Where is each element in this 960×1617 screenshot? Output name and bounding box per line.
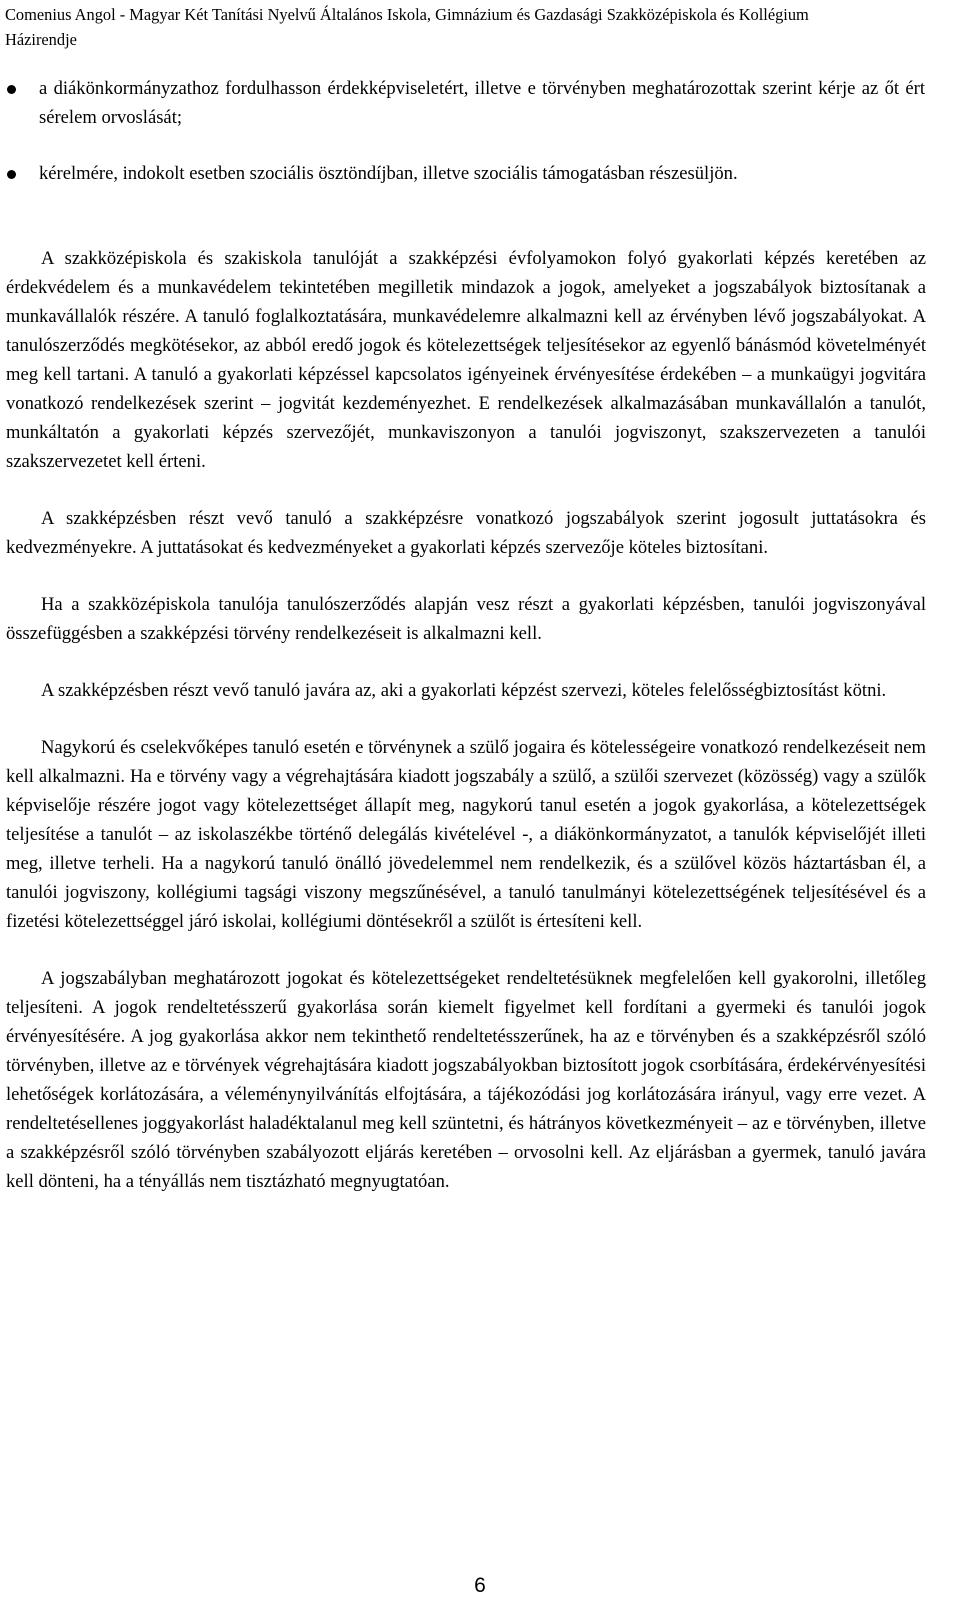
paragraph-benefits: A szakképzésben részt vevő tanuló a szakképzésre vonatkozó jogszabályok szerint jogosult juttatásokra és kedvezményekre. A juttatásokat és kedvezményeket a gyakorlati képzés szervezője köteles biztosítani. — [6, 508, 926, 558]
bullet-text: kérelmére, indokolt esetben szociális ösztöndíjban, illetve szociális támogatásban részesüljön. — [39, 163, 738, 184]
paragraph-adult-students: Nagykorú és cselekvőképes tanuló esetén e törvénynek a szülő jogaira és kötelességeire vonatkozó rendelkezéseit nem kell alkalmazni. Ha e törvény vagy a végrehajtására kiadott jogszabály a szülő, a szülői szervezet (közösség) vagy a szülők képviselője részére jogot vagy kötelezettséget állapít meg, nagykorú tanul esetén a jogok gyakorlása, a kötelezettségek teljesítése a tanulót – az iskolaszékbe történő delegálás kivételével -, a diákönkormányzatot, a tanulók képviselőjét illeti meg, illetve terheli. Ha a nagykorú tanuló önálló jövedelemmel nem rendelkezik, és a szülővel közös háztartásban él, a tanulói jogviszony, kollégiumi tagsági viszony megszűnésével, a tanuló tanulmányi kötelezettségének teljesítésével és a fizetési kötelezettséggel járó iskolai, kollégiumi döntésekről a szülőt is értesíteni kell. — [6, 737, 926, 932]
paragraph-liability-insurance: A szakképzésben részt vevő tanuló javára az, aki a gyakorlati képzést szervezi, köteles felelősségbiztosítást kötni. — [41, 680, 887, 701]
paragraph-apprenticeship-contract: Ha a szakközépiskola tanulója tanulószerződés alapján vesz részt a gyakorlati képzésben, tanulói jogviszonyával összefüggésben a szakképzési törvény rendelkezéseit is alkalmazni kell. — [6, 594, 926, 644]
header-document-title: Házirendje — [5, 30, 77, 49]
bullet-list — [0, 74, 960, 188]
paragraph-exercise-of-rights: A jogszabályban meghatározott jogokat és kötelezettségeket rendeltetésüknek megfelelően kell gyakorolni, illetőleg teljesíteni. A jogok rendeltetésszerű gyakorlása során kiemelt figyelmet kell fordítani a gyermeki és tanulói jogok érvényesítésére. A jog gyakorlása akkor nem tekinthető rendeltetésszerűnek, ha az e törvényben és a szakképzésről szóló törvényben, illetve az e törvények végrehajtására kiadott jogszabályokban biztosított jogok csorbítására, érdekérvényesítési lehetőségek korlátozására, a véleménynyilvánítás elfojtására, a tájékozódási jog korlátozására irányul, vagy erre vezet. A rendeltetésellenes joggyakorlást haladéktalanul meg kell szüntetni, és hátrányos következményeit – az e törvényben, illetve a szakképzésről szóló törvényben szabályozott eljárás keretében – orvosolni kell. Az eljárásban a gyermek, tanuló javára kell dönteni, ha a tényállás nem tisztázható megnyugtatóan. — [6, 968, 926, 1192]
bullet-item — [0, 159, 925, 188]
bullet-icon — [7, 85, 16, 94]
page-number: 6 — [474, 1574, 486, 1597]
bullet-item — [0, 74, 925, 132]
running-header — [5, 2, 955, 52]
bullet-icon — [7, 170, 16, 179]
body-text — [6, 244, 926, 1224]
paragraph-vocational-rights: A szakközépiskola és szakiskola tanulóját a szakképzési évfolyamokon folyó gyakorlati képzés keretében az érdekvédelem és a munkavédelem tekintetében megilletik mindazok a jogok, amelyeket a jogszabályok biztosítanak a munkavállalók részére. A tanuló foglalkoztatására, munkavédelemre alkalmazni kell az érvényben lévő jogszabályokat. A tanulószerződés megkötésekor, az abból eredő jogok és kötelezettségek teljesítésekor az egyenlő bánásmód követelményét meg kell tartani. A tanuló a gyakorlati képzéssel kapcsolatos igényeinek érvényesítése érdekében – a munkaügyi jogvitára vonatkozó rendelkezések szerint – jogvitát kezdeményezhet. E rendelkezések alkalmazásában munkavállalón a tanulót, munkáltatón a gyakorlati képzés szervezőjét, munkaviszonyon a tanulói jogviszonyt, szakszervezeten a tanulói szakszervezetet kell érteni. — [6, 248, 926, 472]
header-school-name: Comenius Angol - Magyar Két Tanítási Nyelvű Általános Iskola, Gimnázium és Gazdasági Szakközépiskola és Kollégium — [5, 5, 809, 24]
bullet-text: a diákönkormányzathoz fordulhasson érdekképviseletért, illetve e törvényben meghatározottak szerint kérje az őt ért sérelem orvoslását; — [39, 78, 925, 128]
